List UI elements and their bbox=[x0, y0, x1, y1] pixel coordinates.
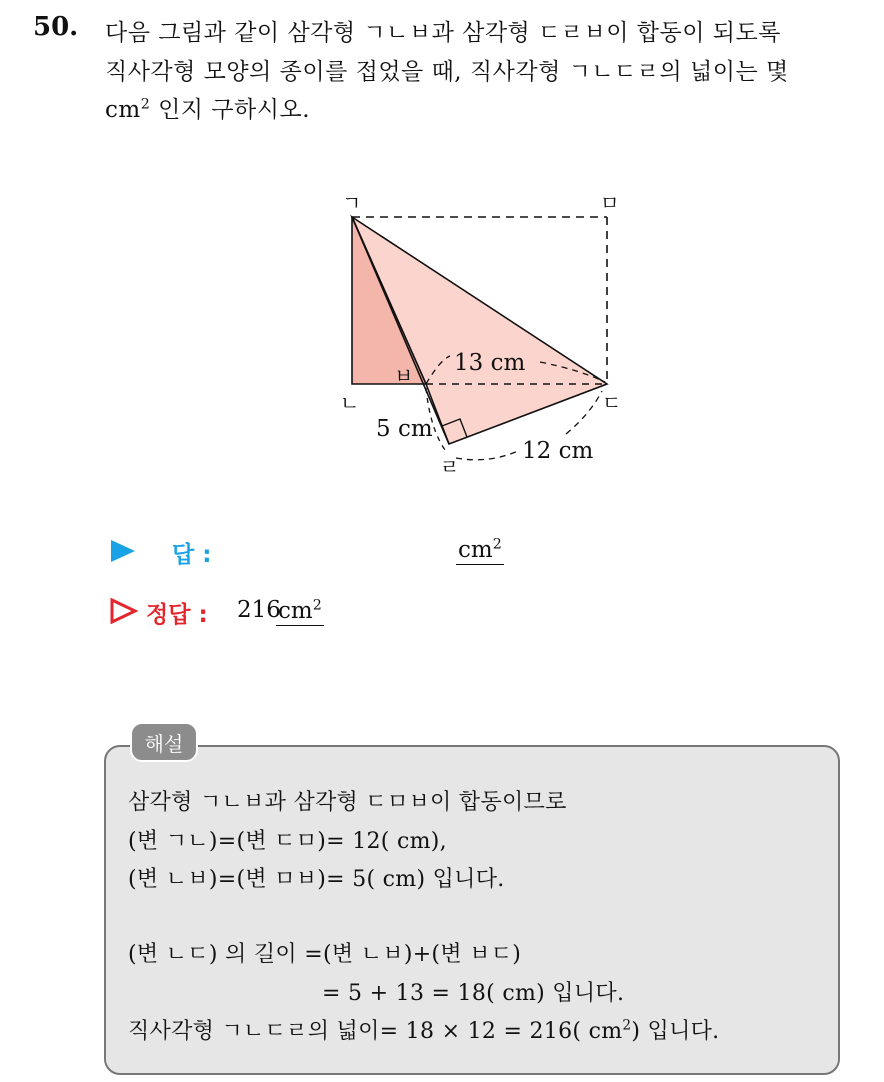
vertex-label-bieup: ㅂ bbox=[394, 364, 414, 388]
question-text-line-1: 다음 그림과 같이 삼각형 ㄱㄴㅂ과 삼각형 ㄷㄹㅂ이 합동이 되도록 bbox=[105, 20, 781, 46]
solution-line-6-exponent: 2 bbox=[622, 1017, 632, 1034]
solution-line-1: 삼각형 ㄱㄴㅂ과 삼각형 ㄷㅁㅂ이 합동이므로 bbox=[128, 790, 567, 815]
solution-line-6-tail: ) 입니다. bbox=[631, 1019, 720, 1044]
answer-unit: cm bbox=[458, 537, 493, 563]
correct-answer-label: 정답 : bbox=[146, 602, 208, 628]
solution-title-tab: 해설 bbox=[130, 722, 198, 762]
solution-line-4: (변 ㄴㄷ) 의 길이 =(변 ㄴㅂ)+(변 ㅂㄷ) bbox=[128, 942, 522, 967]
answer-arrow-icon bbox=[111, 540, 135, 562]
correct-answer-unit: cm bbox=[278, 598, 313, 624]
question-number: 50. bbox=[33, 12, 79, 42]
vertex-label-digeut: ㄷ bbox=[602, 391, 622, 415]
correct-answer-value: 216 bbox=[237, 597, 281, 623]
correct-arrow-icon bbox=[110, 598, 138, 624]
question-text-line-2: 직사각형 모양의 종이를 접었을 때, 직사각형 ㄱㄴㄷㄹ의 넓이는 몇 bbox=[105, 59, 789, 85]
question-text-tail: 인지 구하시오. bbox=[150, 97, 311, 123]
solution-line-5: = 5 + 13 = 18( cm) 입니다. bbox=[322, 981, 625, 1006]
correct-answer-unit-wrap bbox=[276, 597, 324, 626]
question-text-line-3 bbox=[105, 91, 310, 124]
question-unit-exponent: 2 bbox=[140, 96, 151, 113]
solution-line-6-main: 직사각형 ㄱㄴㄷㄹ의 넓이= 18 × 12 = 216( cm bbox=[128, 1019, 623, 1044]
folded-rectangle-figure bbox=[330, 188, 630, 488]
vertex-label-rieul: ㄹ bbox=[440, 455, 460, 479]
vertex-label-giyeok: ㄱ bbox=[342, 191, 362, 215]
vertex-label-nieun: ㄴ bbox=[340, 391, 360, 415]
solution-line-6 bbox=[128, 1014, 719, 1045]
correct-answer-unit-exponent: 2 bbox=[312, 597, 322, 614]
vertex-label-mieum: ㅁ bbox=[600, 191, 620, 215]
solution-line-3: (변 ㄴㅂ)=(변 ㅁㅂ)= 5( cm) 입니다. bbox=[128, 867, 505, 892]
solution-line-2: (변 ㄱㄴ)=(변 ㄷㅁ)= 12( cm), bbox=[128, 829, 447, 854]
answer-label: 답 : bbox=[172, 542, 212, 568]
dimension-arc-12cm bbox=[456, 450, 520, 460]
length-label-5cm: 5 cm bbox=[376, 416, 433, 442]
answer-unit-exponent: 2 bbox=[492, 536, 502, 553]
question-unit: cm bbox=[105, 97, 141, 123]
length-label-12cm: 12 cm bbox=[522, 438, 594, 464]
length-label-13cm: 13 cm bbox=[454, 350, 526, 376]
answer-blank-unit[interactable] bbox=[456, 536, 504, 565]
